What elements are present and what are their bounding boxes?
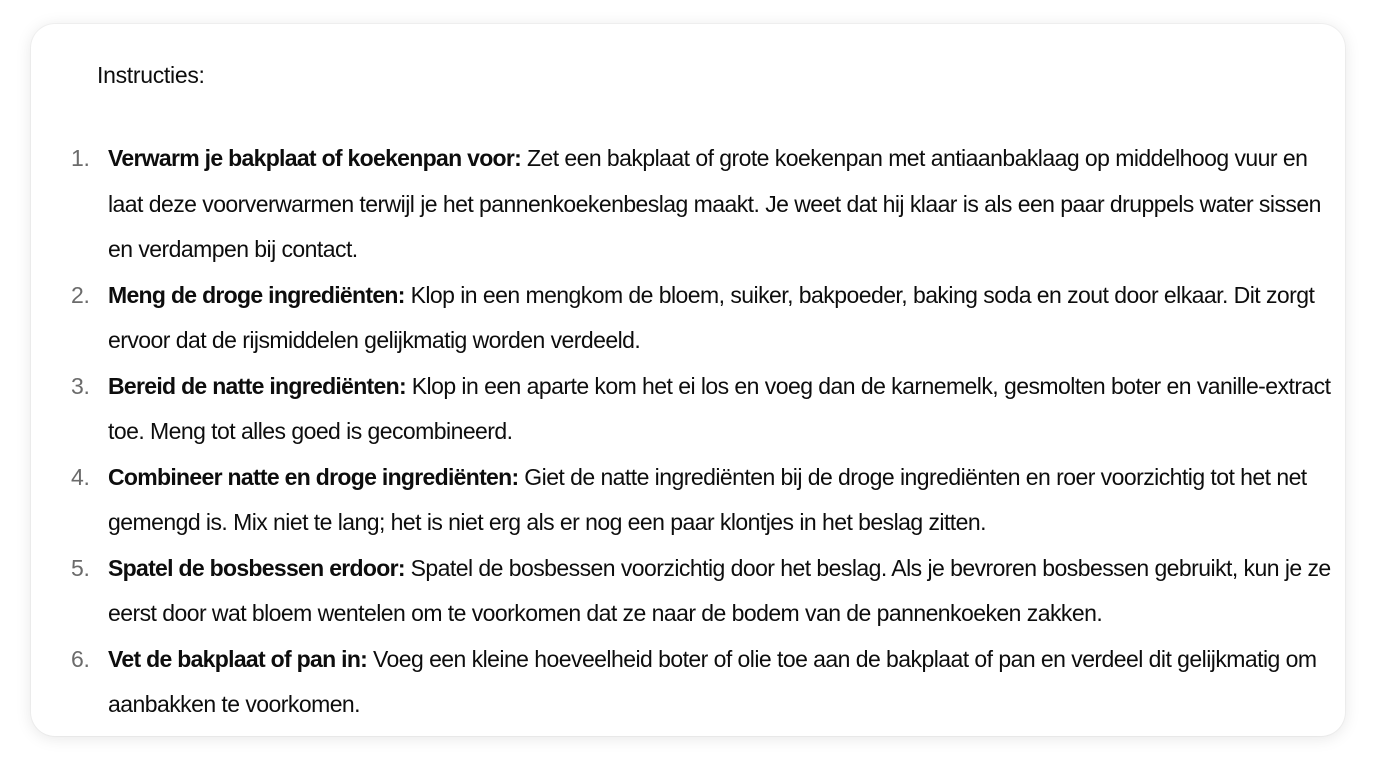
step-number: 6. bbox=[71, 645, 90, 672]
instruction-step bbox=[67, 455, 1337, 546]
step-number: 4. bbox=[71, 463, 90, 490]
step-text: Zet een bakplaat of grote koekenpan met antiaanbaklaag op middelhoog vuur en laat deze voorverwarmen terwijl je het pannenkoekenbeslag maakt. Je weet dat hij klaar is als een paar druppels water sissen en verdampen bij contact. bbox=[108, 145, 1321, 262]
step-text: Giet de natte ingrediënten bij de droge ingrediënten en roer voorzichtig tot het net gemengd is. Mix niet te lang; het is niet erg als er nog een paar klontjes in het beslag zitten. bbox=[108, 463, 1307, 535]
step-text: Voeg een kleine hoeveelheid boter of olie toe aan de bakplaat of pan en verdeel dit gelijkmatig om aanbakken te voorkomen. bbox=[108, 645, 1317, 717]
step-text: Klop in een mengkom de bloem, suiker, bakpoeder, baking soda en zout door elkaar. Dit zorgt ervoor dat de rijsmiddelen gelijkmatig worden verdeeld. bbox=[108, 281, 1315, 353]
instruction-step bbox=[67, 637, 1337, 728]
instruction-step bbox=[67, 364, 1337, 455]
step-text: Spatel de bosbessen voorzichtig door het beslag. Als je bevroren bosbessen gebruikt, kun je ze eerst door wat bloem wentelen om te voorkomen dat ze naar de bodem van de pannenkoeken zakken. bbox=[108, 554, 1331, 626]
step-title: Bereid de natte ingrediënten: bbox=[108, 372, 406, 399]
instruction-list bbox=[67, 136, 1337, 728]
instruction-step bbox=[67, 136, 1337, 273]
instruction-step bbox=[67, 546, 1337, 637]
step-number: 3. bbox=[71, 372, 90, 399]
step-title: Vet de bakplaat of pan in: bbox=[108, 645, 368, 672]
step-title: Meng de droge ingrediënten: bbox=[108, 281, 405, 308]
step-text: Klop in een aparte kom het ei los en voeg dan de karnemelk, gesmolten boter en vanille-extract toe. Meng tot alles goed is gecombineerd. bbox=[108, 372, 1331, 444]
step-number: 2. bbox=[71, 281, 90, 308]
step-number: 1. bbox=[71, 145, 90, 171]
instruction-step bbox=[67, 273, 1337, 364]
step-number: 5. bbox=[71, 554, 90, 581]
step-title: Combineer natte en droge ingrediënten: bbox=[108, 463, 519, 490]
step-title: Verwarm je bakplaat of koekenpan voor: bbox=[108, 145, 522, 171]
instructions-card bbox=[31, 24, 1345, 736]
section-heading: Instructies: bbox=[97, 62, 205, 88]
step-title: Spatel de bosbessen erdoor: bbox=[108, 554, 405, 581]
